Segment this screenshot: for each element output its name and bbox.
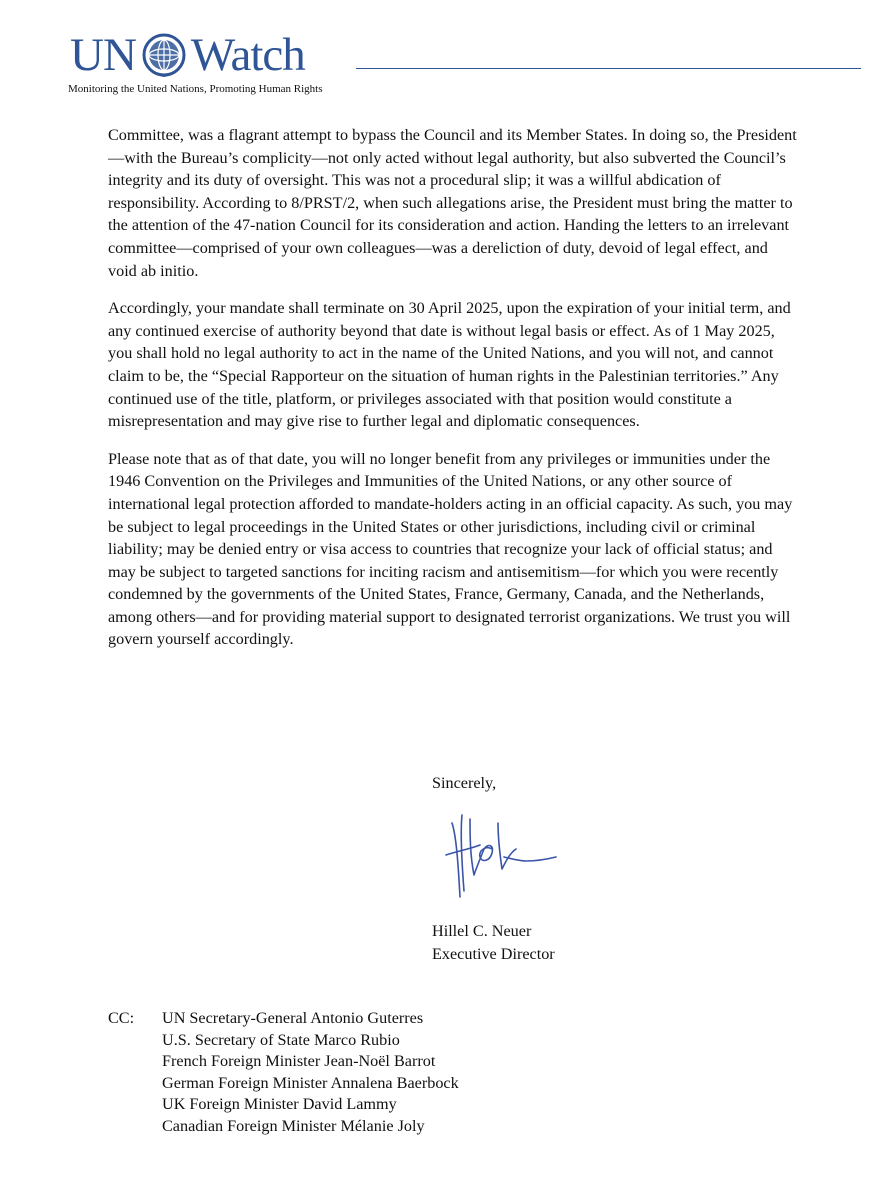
letter-body <box>108 124 798 666</box>
signer-title: Executive Director <box>432 944 555 963</box>
handwritten-signature-icon <box>440 805 565 905</box>
un-watch-logo <box>70 30 305 80</box>
cc-recipient: Canadian Foreign Minister Mélanie Joly <box>162 1116 425 1135</box>
closing-salutation: Sincerely, <box>432 774 497 792</box>
logo-un-text: UN <box>70 29 136 81</box>
un-globe-icon <box>139 30 189 80</box>
cc-label: CC: <box>108 1009 135 1027</box>
cc-recipient: UN Secretary-General Antonio Guterres <box>162 1009 424 1027</box>
signer-block <box>432 920 555 965</box>
cc-recipient: German Foreign Minister Annalena Baerbock <box>162 1073 459 1092</box>
letterhead-tagline: Monitoring the United Nations, Promoting Human Rights <box>68 83 323 95</box>
body-paragraph: Accordingly, your mandate shall terminate on 30 April 2025, upon the expiration of your initial term, and any continued exercise of authority beyond that date is without legal basis or effect. As of 1 May 2025, you shall hold no legal authority to act in the name of the United Nations, and you will not, and cannot claim to be, the “Special Rapporteur on the situation of human rights in the Palestinian territories.” Any continued use of the title, platform, or privileges associated with that position would constitute a misrepresentation and may give rise to further legal and diplomatic consequences. <box>108 299 791 431</box>
body-paragraph: Please note that as of that date, you will no longer benefit from any privileges or immunities under the 1946 Convention on the Privileges and Immunities of the United Nations, or any other source of international legal protection afforded to mandate-holders acting in an official capacity. As such, you may be subject to legal proceedings in the United States or other jurisdictions, including civil or criminal liability; may be denied entry or visa access to countries that recognize your lack of official status; and may be subject to targeted sanctions for inciting racism and antisemitism—for which you were recently condemned by the governments of the United States, France, Germany, Canada, and the Netherlands, among others—and for providing material support to designated terrorist organizations. We trust you will govern yourself accordingly. <box>108 449 793 649</box>
cc-recipient-list <box>162 1008 459 1137</box>
cc-recipient: UK Foreign Minister David Lammy <box>162 1095 397 1113</box>
signer-name: Hillel C. Neuer <box>432 922 532 940</box>
logo-watch-text: Watch <box>190 29 305 81</box>
cc-recipient: U.S. Secretary of State Marco Rubio <box>162 1030 400 1049</box>
cc-recipient: French Foreign Minister Jean-Noël Barrot <box>162 1052 436 1070</box>
letterhead-divider <box>356 68 861 69</box>
body-paragraph: Committee, was a flagrant attempt to bypass the Council and its Member States. In doing so, the President—with the Bureau’s complicity—not only acted without legal authority, but also subverted the Council’s integrity and its duty of oversight. This was not a procedural slip; it was a willful abdication of responsibility. According to 8/PRST/2, when such allegations arise, the President must bring the matter to the attention of the 47-nation Council for its consideration and action. Handing the letters to an irrelevant committee—comprised of your own colleagues—was a dereliction of duty, devoid of legal effect, and void ab initio. <box>108 126 797 280</box>
